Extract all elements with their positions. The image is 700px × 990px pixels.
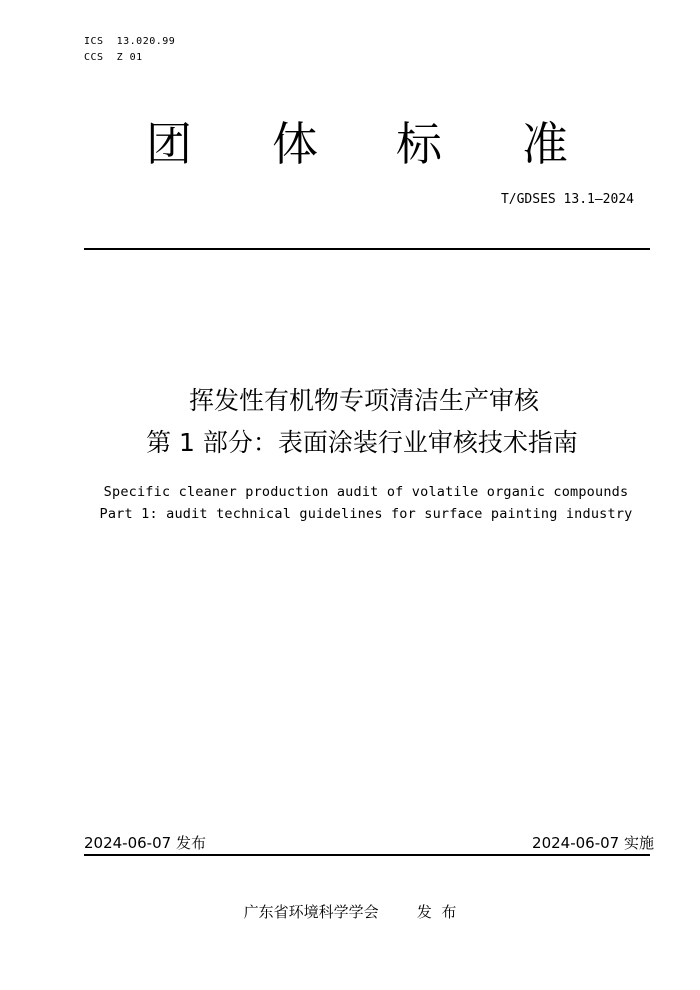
- header-divider: [84, 248, 650, 250]
- ccs-value: Z 01: [116, 52, 143, 63]
- ics-value: 13.020.99: [116, 36, 176, 47]
- ccs-label: CCS: [84, 52, 104, 63]
- title-char-1: 团: [146, 117, 192, 171]
- ccs-row: [84, 50, 175, 66]
- title-char-4: 准: [522, 117, 568, 171]
- cn-title-line2: 第 1 部分：表面涂装行业审核技术指南: [146, 428, 578, 457]
- en-title-line2: Part 1: audit technical guidelines for surface painting industry: [99, 506, 633, 522]
- standard-code: T/GDSES 13.1—2024: [500, 192, 634, 207]
- classification-codes: [84, 34, 175, 66]
- en-title-line1: Specific cleaner production audit of volatile organic compounds: [103, 484, 629, 500]
- issuer-line: [0, 901, 700, 923]
- cn-title-line1: 挥发性有机物专项清洁生产审核: [188, 386, 539, 415]
- title-char-2: 体: [272, 117, 318, 171]
- publish-date: 2024-06-07 发布: [84, 834, 206, 852]
- ics-row: [84, 34, 175, 50]
- implement-date: 2024-06-07 实施: [532, 834, 654, 852]
- document-type-title: [100, 112, 620, 176]
- ics-label: ICS: [84, 36, 104, 47]
- issuer-name: 广东省环境科学学会: [243, 903, 379, 921]
- footer-divider: [84, 854, 650, 856]
- title-char-3: 标: [396, 117, 442, 171]
- issuer-action: 发 布: [416, 903, 457, 921]
